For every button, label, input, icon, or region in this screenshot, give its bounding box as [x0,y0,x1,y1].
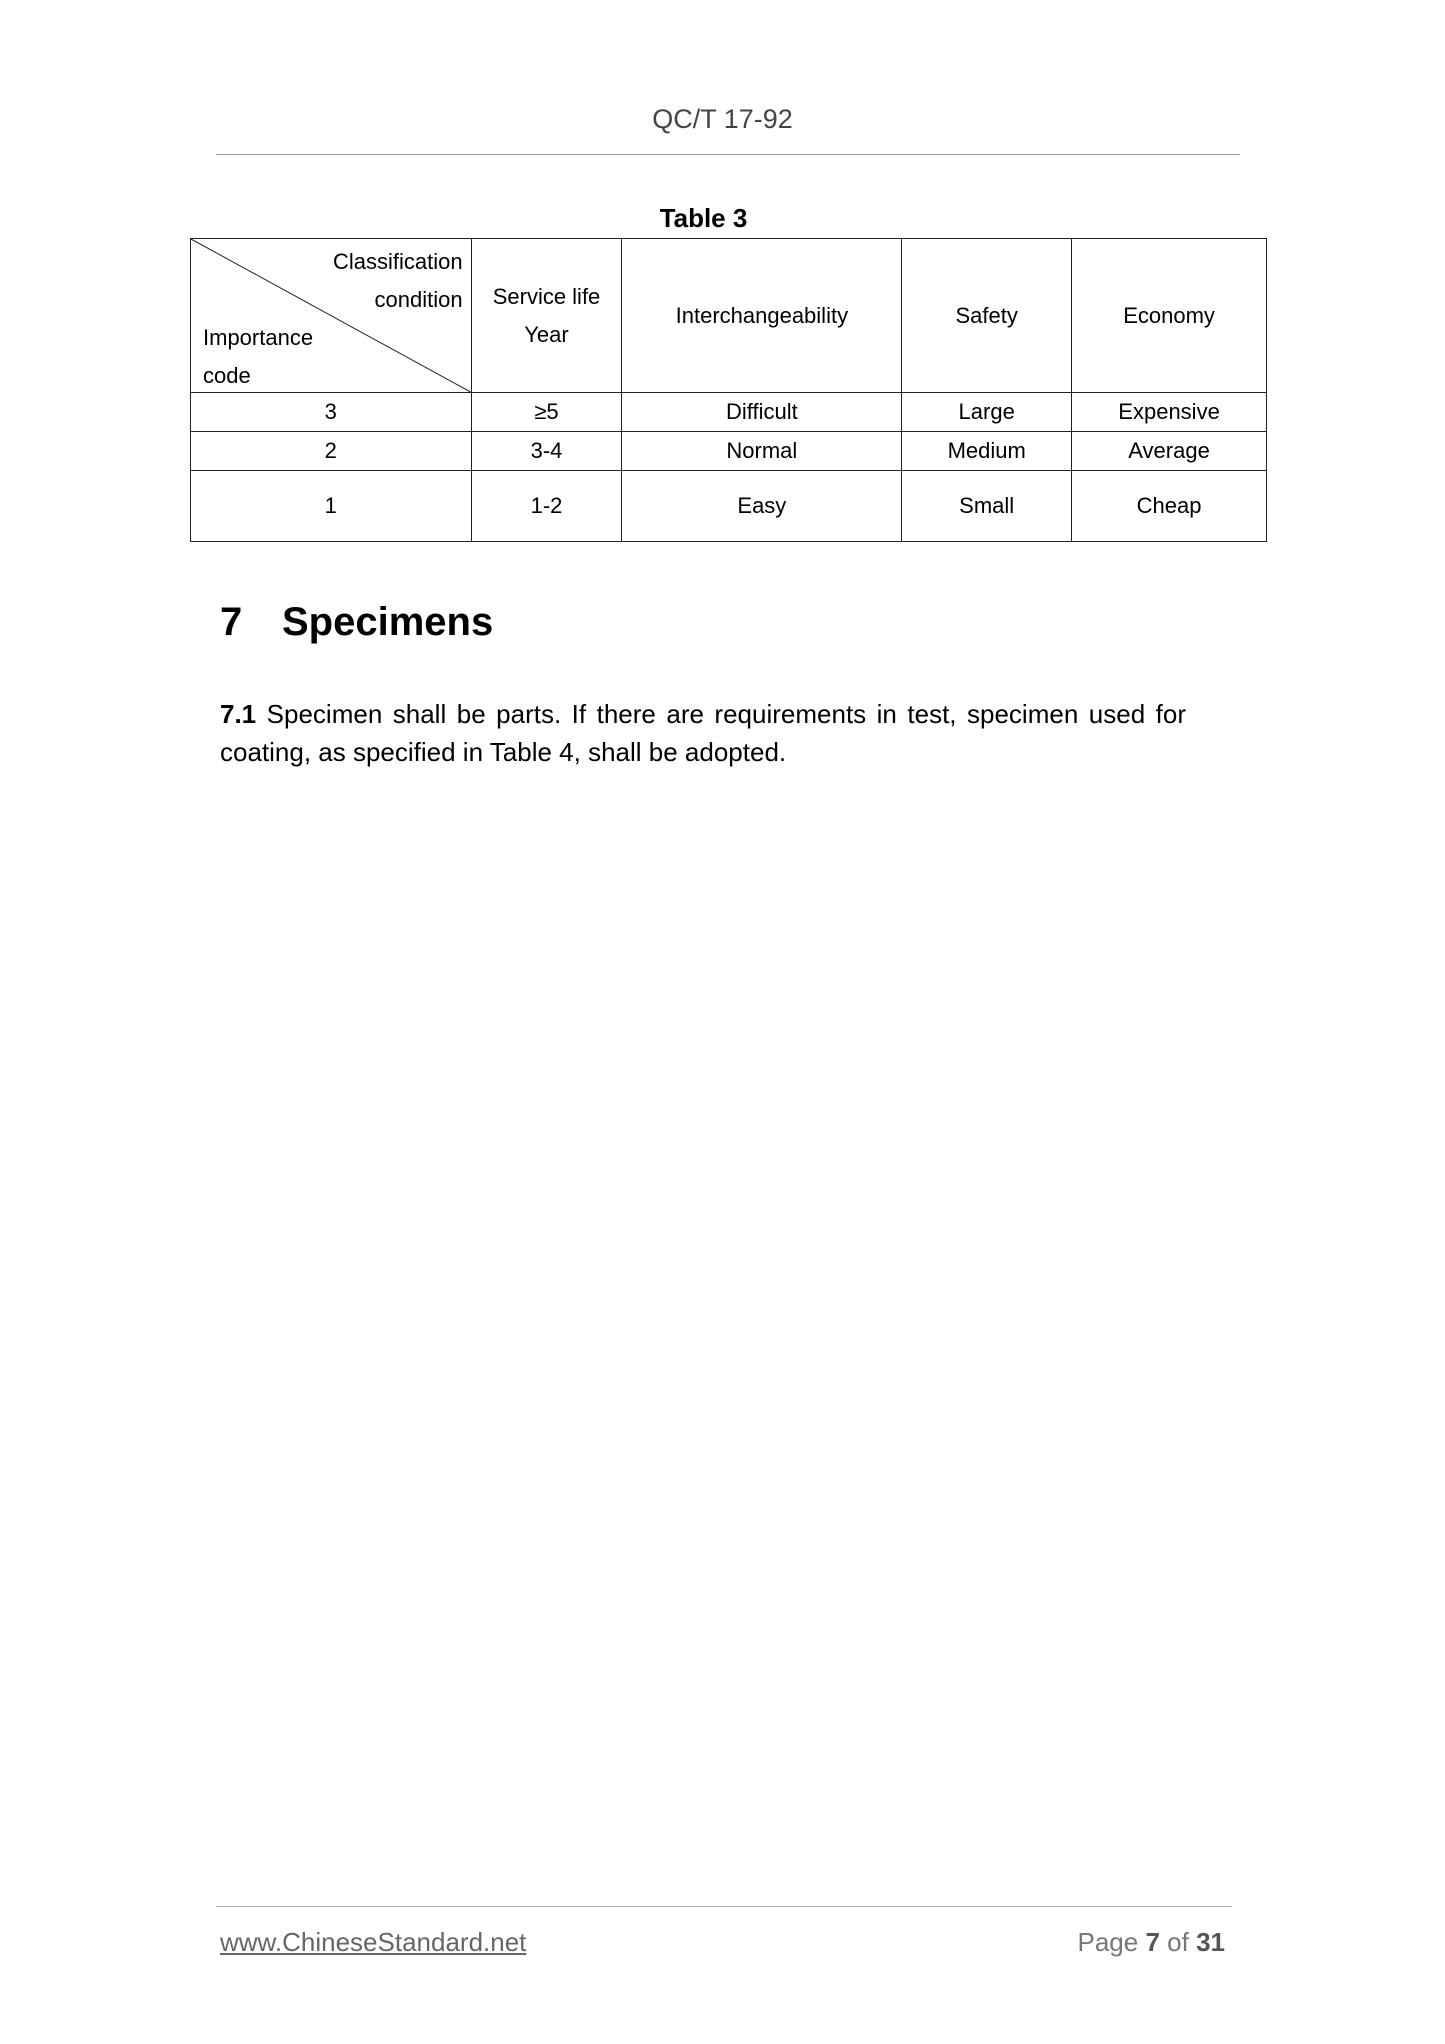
table-row [191,393,1267,432]
section-title: Specimens [282,600,494,644]
cell-service-life: 3-4 [471,432,622,471]
classification-condition-label: Classification condition [332,249,463,312]
importance-code-label: Importance code [203,325,314,388]
table-caption: Table 3 [659,203,748,233]
cell-safety: Small [902,471,1072,542]
clause-number: 7.1 [220,699,257,729]
cell-code: 1 [191,471,472,542]
cell-interchangeability: Difficult [622,393,902,432]
cell-code: 2 [191,432,472,471]
cell-economy: Cheap [1072,471,1267,542]
cell-service-life: ≥5 [471,393,622,432]
cell-safety: Medium [902,432,1072,471]
cell-economy: Average [1072,432,1267,471]
page-header-title: QC/T 17-92 [652,104,793,134]
diagonal-header-cell [191,239,472,393]
column-header-safety: Safety [902,239,1072,393]
header-divider [216,154,1240,155]
cell-code: 3 [191,393,472,432]
table-row [191,471,1267,542]
section-heading [220,600,493,645]
cell-interchangeability: Normal [622,432,902,471]
cell-safety: Large [902,393,1072,432]
table-header-row [191,239,1267,393]
website-link[interactable]: www.ChineseStandard.net [220,1927,527,1957]
section-number: 7 [220,600,243,644]
clause-text: Specimen shall be parts. If there are requirements in test, specimen used for coating, as specified in Table 4, shall be adopted. [220,699,1186,767]
column-header-economy: Economy [1072,239,1267,393]
cell-economy: Expensive [1072,393,1267,432]
page-number: Page 7 of 31 [1077,1927,1225,1957]
column-header-service-life: Service life Year [471,239,622,393]
clause-paragraph [220,695,1186,771]
footer-divider [216,1906,1232,1907]
cell-interchangeability: Easy [622,471,902,542]
table-row [191,432,1267,471]
cell-service-life: 1-2 [471,471,622,542]
column-header-interchangeability: Interchangeability [622,239,902,393]
importance-code-table [190,238,1267,542]
